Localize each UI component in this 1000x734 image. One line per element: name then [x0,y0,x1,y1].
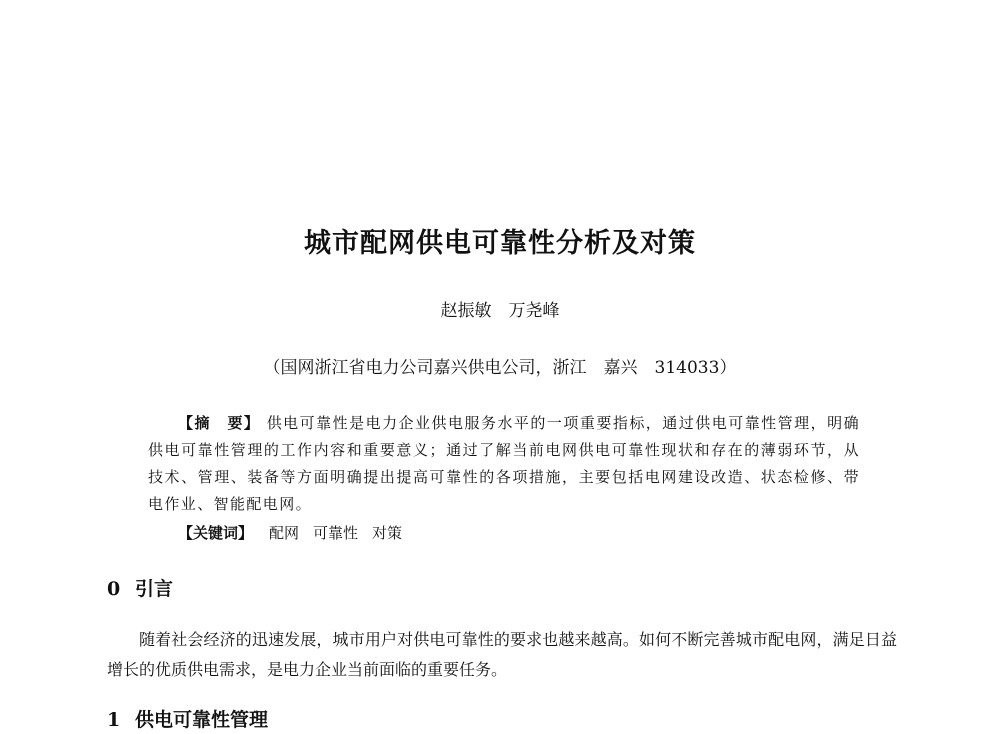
section-title: 供电可靠性管理 [135,709,269,731]
section-number: 0 [107,578,121,600]
keyword-item: 配网 [269,524,300,542]
author-affiliation: （国网浙江省电力公司嘉兴供电公司，浙江 嘉兴 314033） [263,358,737,378]
section-heading-reliability-management [107,706,268,734]
section-number: 1 [107,709,121,731]
keywords-label: 【关键词】 [178,524,254,542]
section-title: 引言 [135,578,174,600]
author-names: 赵振敏 万尧峰 [440,301,560,321]
keyword-item: 可靠性 [313,524,359,542]
section-heading-introduction [107,575,173,603]
introduction-paragraph: 随着社会经济的迅速发展，城市用户对供电可靠性的要求也越来越高。如何不断完善城市配电网，满足日益增长的优质供电需求，是电力企业当前面临的重要任务。 [107,630,897,679]
keywords-row [178,520,402,547]
paper-title: 城市配网供电可靠性分析及对策 [304,228,696,259]
abstract-text: 供电可靠性是电力企业供电服务水平的一项重要指标，通过供电可靠性管理，明确供电可靠性管理的工作内容和重要意义；通过了解当前电网供电可靠性现状和存在的薄弱环节，从技术、管理、装备等方面明确提出提高可靠性的各项措施，主要包括电网建设改造、状态检修、带电作业、智能配电网。 [148,414,860,513]
keyword-item: 对策 [372,524,403,542]
abstract-label: 【摘 要】 [178,414,261,432]
abstract-block [148,410,860,518]
